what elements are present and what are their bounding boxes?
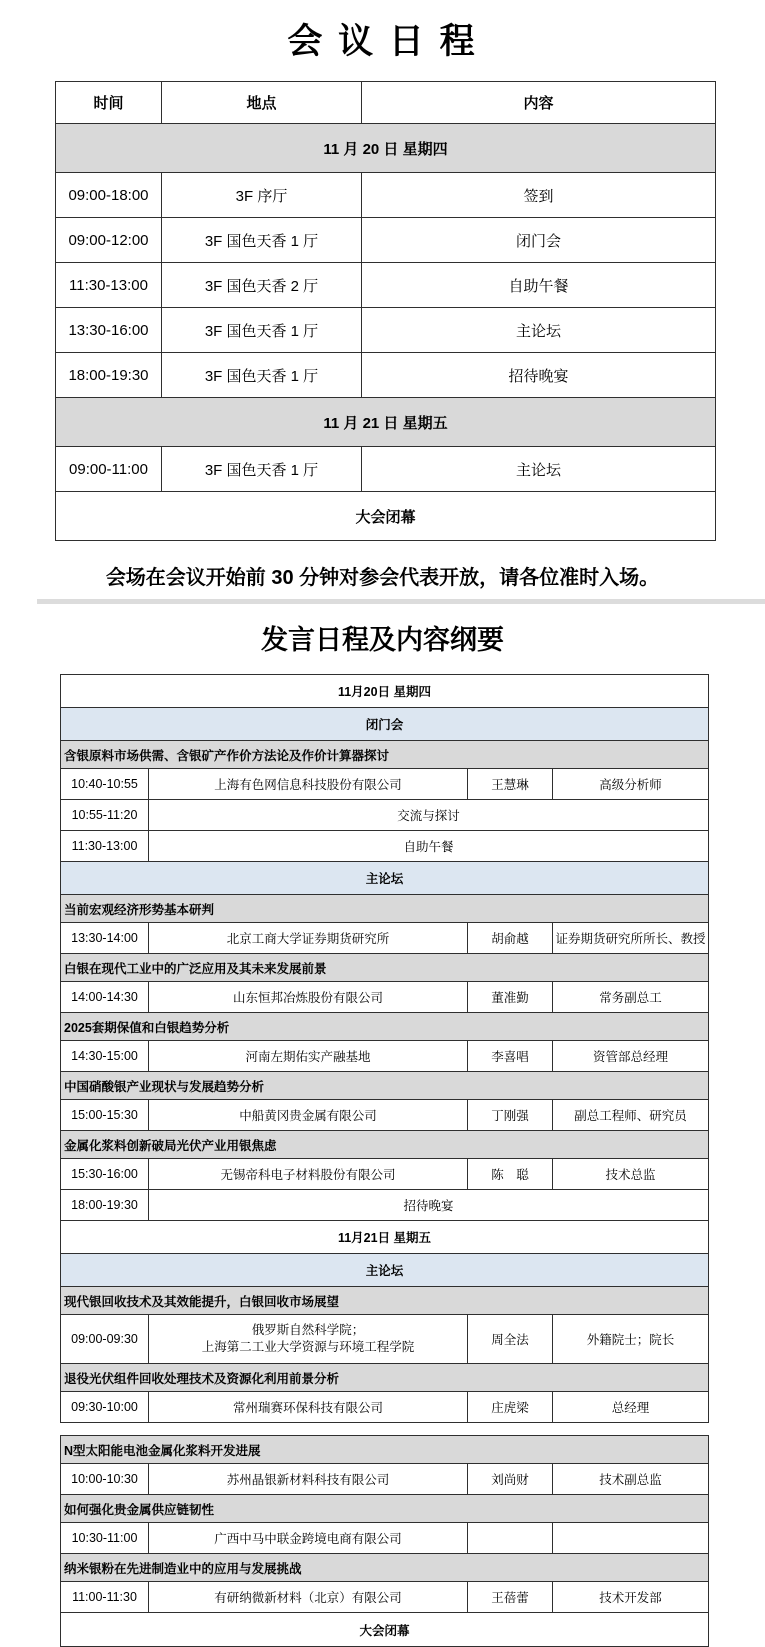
title-cell: 副总工程师、研究员	[553, 1100, 709, 1131]
time-cell: 15:00-15:30	[61, 1100, 149, 1131]
place-cell: 3F 国色天香 1 厅	[162, 353, 362, 398]
speaker-cell: 庄虎梁	[468, 1392, 553, 1423]
time-cell: 13:30-16:00	[56, 308, 162, 353]
agenda-talk-row	[61, 769, 709, 800]
session-cell: 闭门会	[61, 708, 709, 741]
topic-cell: 2025套期保值和白银趋势分析	[61, 1013, 709, 1041]
agenda-merged-row	[61, 831, 709, 862]
entry-notice: 会场在会议开始前 30 分钟对参会代表开放，请各位准时入场。	[105, 567, 660, 589]
time-cell: 10:00-10:30	[61, 1464, 149, 1495]
agenda-topic-row	[61, 1072, 709, 1100]
schedule-date-row-day2	[56, 398, 716, 447]
speaker-cell: 陈 聪	[468, 1159, 553, 1190]
time-cell: 11:30-13:00	[61, 831, 149, 862]
agenda-session-row	[61, 708, 709, 741]
page-break-gap	[0, 1423, 765, 1435]
org-cell: 上海有色网信息科技股份有限公司	[149, 769, 468, 800]
place-cell: 3F 序厅	[162, 173, 362, 218]
date-band: 11月20日 星期四	[61, 675, 709, 708]
header-time: 时间	[56, 82, 162, 124]
schedule-row	[56, 308, 716, 353]
agenda-talk-row	[61, 1315, 709, 1364]
agenda-table-part1	[60, 674, 709, 1423]
page-title-agenda: 发言日程及内容纲要	[261, 625, 504, 655]
agenda-talk-row	[61, 923, 709, 954]
org-cell: 无锡帝科电子材料股份有限公司	[149, 1159, 468, 1190]
agenda-topic-row	[61, 1287, 709, 1315]
content-cell: 主论坛	[362, 447, 716, 492]
agenda-topic-row	[61, 1495, 709, 1523]
org-cell: 山东恒邦冶炼股份有限公司	[149, 982, 468, 1013]
time-cell: 14:00-14:30	[61, 982, 149, 1013]
content-cell: 签到	[362, 173, 716, 218]
agenda-talk-row	[61, 1464, 709, 1495]
schedule-closing-row	[56, 492, 716, 541]
org-cell: 河南左期佑实产融基地	[149, 1041, 468, 1072]
time-cell: 15:30-16:00	[61, 1159, 149, 1190]
topic-cell: 中国硝酸银产业现状与发展趋势分析	[61, 1072, 709, 1100]
schedule-header-row	[56, 82, 716, 124]
title-cell: 技术总监	[553, 1159, 709, 1190]
session-cell: 主论坛	[61, 862, 709, 895]
time-cell: 09:00-18:00	[56, 173, 162, 218]
activity-cell: 交流与探讨	[149, 800, 709, 831]
schedule-date-row-day1	[56, 124, 716, 173]
title-cell: 技术开发部	[553, 1582, 709, 1613]
place-cell: 3F 国色天香 2 厅	[162, 263, 362, 308]
page-title-schedule: 会 议 日 程	[287, 22, 478, 61]
schedule-row	[56, 263, 716, 308]
time-cell: 10:30-11:00	[61, 1523, 149, 1554]
time-cell: 09:30-10:00	[61, 1392, 149, 1423]
agenda-merged-row	[61, 800, 709, 831]
agenda-talk-row	[61, 1159, 709, 1190]
org-cell: 广西中马中联金跨境电商有限公司	[149, 1523, 468, 1554]
time-cell: 09:00-12:00	[56, 218, 162, 263]
org-line2: 上海第二工业大学资源与环境工程学院	[201, 1340, 415, 1354]
topic-cell: 白银在现代工业中的广泛应用及其未来发展前景	[61, 954, 709, 982]
agenda-date-row	[61, 675, 709, 708]
org-cell	[149, 1315, 468, 1364]
speaker-cell: 丁刚强	[468, 1100, 553, 1131]
title-cell: 证券期货研究所所长、教授	[553, 923, 709, 954]
time-cell: 14:30-15:00	[61, 1041, 149, 1072]
place-cell: 3F 国色天香 1 厅	[162, 218, 362, 263]
title-cell: 资管部总经理	[553, 1041, 709, 1072]
topic-cell: N型太阳能电池金属化浆料开发进展	[61, 1436, 709, 1464]
speaker-cell: 董准勤	[468, 982, 553, 1013]
agenda-topic-row	[61, 954, 709, 982]
schedule-row	[56, 447, 716, 492]
speaker-cell: 刘尚财	[468, 1464, 553, 1495]
closing-cell: 大会闭幕	[56, 492, 716, 541]
title-cell	[553, 1523, 709, 1554]
content-cell: 闭门会	[362, 218, 716, 263]
agenda-session-row	[61, 862, 709, 895]
topic-cell: 当前宏观经济形势基本研判	[61, 895, 709, 923]
speaker-cell: 王蓓蕾	[468, 1582, 553, 1613]
org-cell: 北京工商大学证券期货研究所	[149, 923, 468, 954]
time-cell: 11:00-11:30	[61, 1582, 149, 1613]
org-cell: 有研纳微新材料（北京）有限公司	[149, 1582, 468, 1613]
topic-cell: 如何强化贵金属供应链韧性	[61, 1495, 709, 1523]
agenda-topic-row	[61, 1554, 709, 1582]
title-cell: 外籍院士；院长	[553, 1315, 709, 1364]
place-cell: 3F 国色天香 1 厅	[162, 447, 362, 492]
agenda-talk-row	[61, 1041, 709, 1072]
agenda-talk-row	[61, 982, 709, 1013]
agenda-topic-row	[61, 1013, 709, 1041]
session-cell: 主论坛	[61, 1254, 709, 1287]
agenda-topic-row	[61, 741, 709, 769]
schedule-row	[56, 218, 716, 263]
date-band: 11 月 20 日 星期四	[56, 124, 716, 173]
time-cell: 13:30-14:00	[61, 923, 149, 954]
section-divider	[37, 599, 765, 604]
agenda-session-row	[61, 1254, 709, 1287]
org-cell: 常州瑞赛环保科技有限公司	[149, 1392, 468, 1423]
topic-cell: 退役光伏组件回收处理技术及资源化利用前景分析	[61, 1364, 709, 1392]
agenda-talk-row	[61, 1582, 709, 1613]
time-cell: 09:00-11:00	[56, 447, 162, 492]
time-cell: 11:30-13:00	[56, 263, 162, 308]
title-cell: 高级分析师	[553, 769, 709, 800]
header-content: 内容	[362, 82, 716, 124]
schedule-row	[56, 173, 716, 218]
activity-cell: 招待晚宴	[149, 1190, 709, 1221]
time-cell: 10:55-11:20	[61, 800, 149, 831]
title-cell: 技术副总监	[553, 1464, 709, 1495]
agenda-topic-row	[61, 1131, 709, 1159]
org-cell: 中船黄冈贵金属有限公司	[149, 1100, 468, 1131]
agenda-closing-row	[61, 1613, 709, 1647]
agenda-date-row	[61, 1221, 709, 1254]
content-cell: 招待晚宴	[362, 353, 716, 398]
speaker-cell	[468, 1523, 553, 1554]
agenda-topic-row	[61, 1364, 709, 1392]
agenda-topic-row	[61, 895, 709, 923]
title-cell: 总经理	[553, 1392, 709, 1423]
speaker-cell: 周全法	[468, 1315, 553, 1364]
time-cell: 18:00-19:30	[61, 1190, 149, 1221]
speaker-cell: 胡俞越	[468, 923, 553, 954]
time-cell: 18:00-19:30	[56, 353, 162, 398]
agenda-topic-row	[61, 1436, 709, 1464]
agenda-talk-row	[61, 1392, 709, 1423]
agenda-table-part2	[60, 1435, 709, 1647]
time-cell: 10:40-10:55	[61, 769, 149, 800]
agenda-talk-row	[61, 1523, 709, 1554]
date-band: 11月21日 星期五	[61, 1221, 709, 1254]
topic-cell: 纳米银粉在先进制造业中的应用与发展挑战	[61, 1554, 709, 1582]
agenda-merged-row	[61, 1190, 709, 1221]
topic-cell: 现代银回收技术及其效能提升，白银回收市场展望	[61, 1287, 709, 1315]
content-cell: 自助午餐	[362, 263, 716, 308]
time-cell: 09:00-09:30	[61, 1315, 149, 1364]
title-cell: 常务副总工	[553, 982, 709, 1013]
org-cell: 苏州晶银新材料科技有限公司	[149, 1464, 468, 1495]
org-line1: 俄罗斯自然科学院；	[251, 1323, 365, 1338]
date-band: 11 月 21 日 星期五	[56, 398, 716, 447]
schedule-table	[55, 81, 716, 541]
topic-cell: 含银原料市场供需、含银矿产作价方法论及作价计算器探讨	[61, 741, 709, 769]
speaker-cell: 李喜唱	[468, 1041, 553, 1072]
place-cell: 3F 国色天香 1 厅	[162, 308, 362, 353]
schedule-row	[56, 353, 716, 398]
agenda-talk-row	[61, 1100, 709, 1131]
header-place: 地点	[162, 82, 362, 124]
content-cell: 主论坛	[362, 308, 716, 353]
activity-cell: 自助午餐	[149, 831, 709, 862]
closing-cell: 大会闭幕	[61, 1613, 709, 1647]
topic-cell: 金属化浆料创新破局光伏产业用银焦虑	[61, 1131, 709, 1159]
speaker-cell: 王慧琳	[468, 769, 553, 800]
